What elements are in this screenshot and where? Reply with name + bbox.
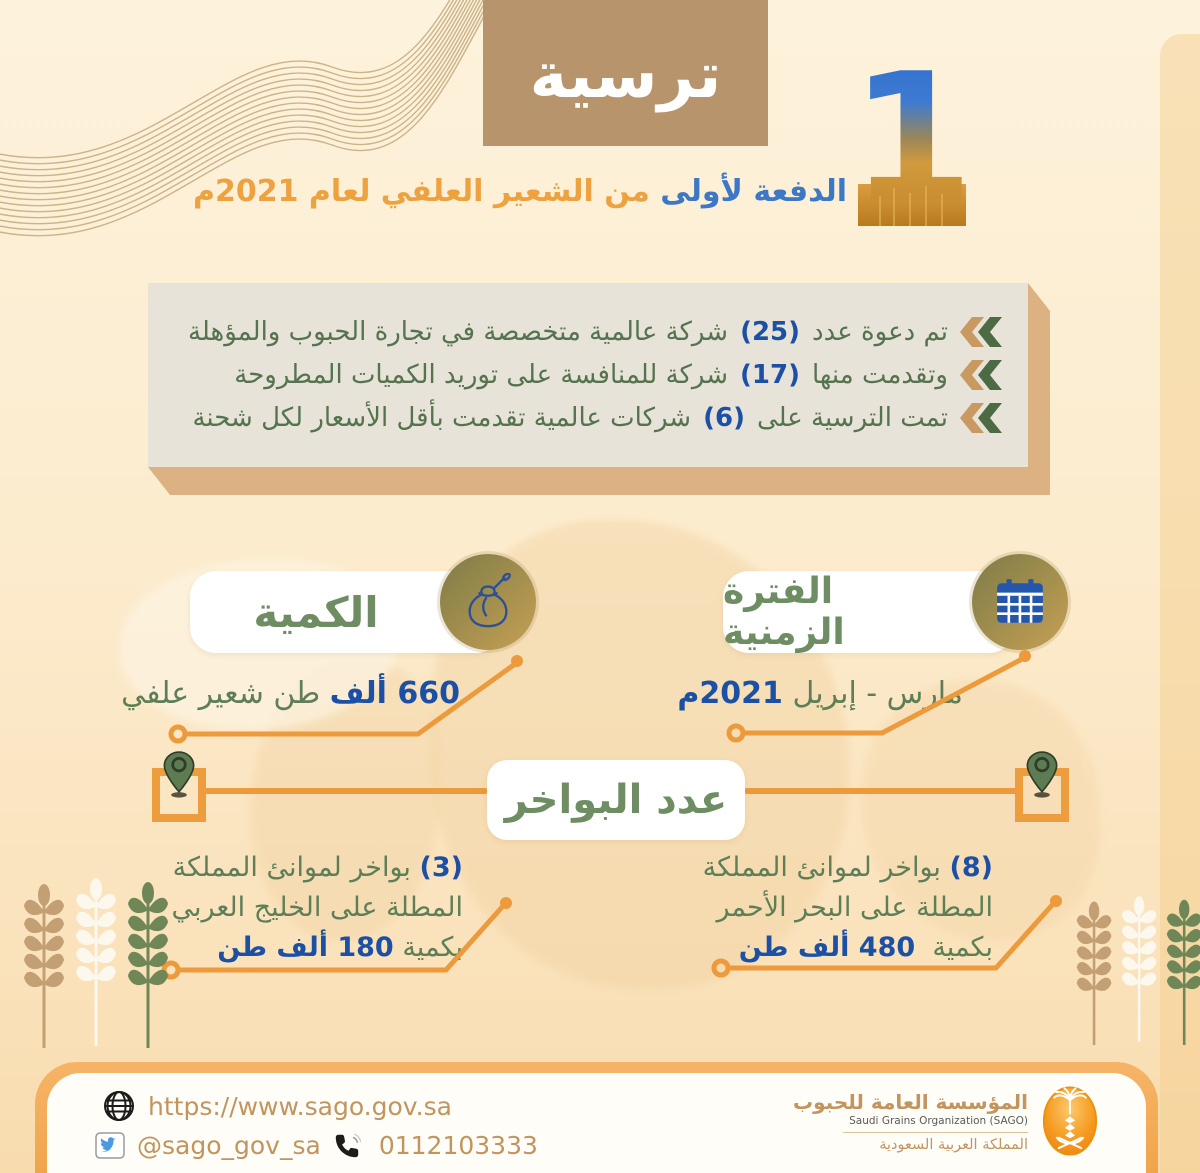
bullet-row bbox=[174, 317, 1002, 347]
quantity-badge bbox=[440, 554, 536, 650]
quantity-unit: طن شعير علفي bbox=[121, 676, 321, 711]
twitter-bird-icon[interactable] bbox=[95, 1132, 125, 1159]
website-url[interactable]: https://www.sago.gov.sa bbox=[148, 1091, 452, 1121]
org-country: المملكة العربية السعودية bbox=[879, 1136, 1028, 1153]
double-chevron-icon bbox=[960, 403, 1002, 433]
ships-title-card bbox=[487, 760, 745, 840]
twitter-handle[interactable]: @sago_gov_sa bbox=[137, 1131, 321, 1160]
period-card bbox=[723, 571, 1015, 653]
map-pin-icon bbox=[161, 750, 197, 798]
bullet-number: (25) bbox=[740, 317, 801, 347]
social-row bbox=[95, 1131, 538, 1160]
footer-panel bbox=[35, 1062, 1158, 1173]
bullet-text: وتقدمت منها bbox=[812, 360, 948, 390]
batch-number: 1 bbox=[850, 38, 974, 228]
calendar-icon bbox=[994, 578, 1046, 626]
org-name-en: Saudi Grains Organization (SAGO) bbox=[849, 1114, 1028, 1127]
summary-box bbox=[148, 283, 1050, 495]
double-chevron-icon bbox=[960, 360, 1002, 390]
bullet-text: تمت الترسية على bbox=[756, 403, 948, 433]
title-banner bbox=[483, 0, 768, 146]
quantity-connector-line bbox=[160, 648, 540, 748]
sago-logo bbox=[1042, 1085, 1098, 1157]
ships-right-line2: المطلة على البحر الأحمر bbox=[716, 892, 993, 923]
bullet-number: (6) bbox=[703, 403, 745, 433]
period-connector-line bbox=[722, 645, 1052, 745]
bullet-text: شركات عالمية تقدمت بأقل الأسعار لكل شحنة bbox=[192, 403, 692, 433]
quantity-number: 660 ألف bbox=[329, 676, 460, 711]
period-title: الفترة الزمنية bbox=[723, 571, 845, 653]
bullet-text: شركة للمنافسة على توريد الكميات المطروحة bbox=[234, 360, 729, 390]
phone-number[interactable]: 0112103333 bbox=[378, 1131, 538, 1160]
period-badge bbox=[972, 554, 1068, 650]
ships-left-qty-label: بكمية bbox=[402, 932, 463, 963]
ships-right-line1: بواخر لموانئ المملكة bbox=[702, 852, 941, 883]
org-divider bbox=[843, 1132, 1028, 1133]
period-months: مارس - إبريل bbox=[792, 676, 963, 711]
ships-left-line2: المطلة على الخليج العربي bbox=[171, 892, 463, 923]
org-block bbox=[793, 1085, 1098, 1157]
bullet-row bbox=[174, 403, 1002, 433]
org-name-ar: المؤسسة العامة للحبوب bbox=[793, 1089, 1028, 1114]
double-chevron-icon bbox=[960, 317, 1002, 347]
bullet-text: شركة عالمية متخصصة في تجارة الحبوب والمؤهلة bbox=[187, 317, 729, 347]
subtitle-orange: من الشعير العلفي لعام 2021م bbox=[192, 174, 650, 209]
ships-right-connector-line bbox=[708, 890, 1073, 980]
bullet-number: (17) bbox=[740, 360, 800, 390]
website-row[interactable] bbox=[102, 1089, 452, 1123]
ships-title: عدد البواخر bbox=[504, 777, 728, 823]
quantity-title: الكمية bbox=[253, 587, 379, 637]
wheat-decoration-right bbox=[1075, 895, 1200, 1045]
ships-line-right bbox=[744, 788, 1018, 794]
batch-number-figure bbox=[850, 38, 974, 228]
ships-left-line1: بواخر لموانئ المملكة bbox=[172, 852, 411, 883]
map-pin-icon bbox=[1024, 750, 1060, 798]
phone-handset-icon bbox=[333, 1132, 361, 1160]
wheat-decoration-left bbox=[22, 878, 172, 1048]
ships-right-count: (8) bbox=[949, 852, 993, 883]
bullet-text: تم دعوة عدد bbox=[812, 317, 948, 347]
grain-sack-icon bbox=[459, 573, 517, 631]
ships-left-count: (3) bbox=[419, 852, 463, 883]
footer-inner bbox=[47, 1073, 1146, 1173]
globe-icon bbox=[102, 1089, 136, 1123]
ships-left-qty-value: 180 ألف طن bbox=[217, 932, 394, 963]
period-year: 2021م bbox=[677, 676, 783, 711]
bullet-row bbox=[174, 360, 1002, 390]
page-title: ترسية bbox=[529, 39, 722, 113]
ships-line-left bbox=[204, 788, 488, 794]
subtitle-blue: الدفعة لأولى bbox=[660, 174, 847, 209]
ships-right-qty-label: بكمية bbox=[932, 932, 993, 963]
ships-left-connector-line bbox=[158, 892, 523, 982]
ships-right-qty-value: 480 ألف طن bbox=[738, 932, 916, 963]
subtitle bbox=[193, 174, 847, 209]
